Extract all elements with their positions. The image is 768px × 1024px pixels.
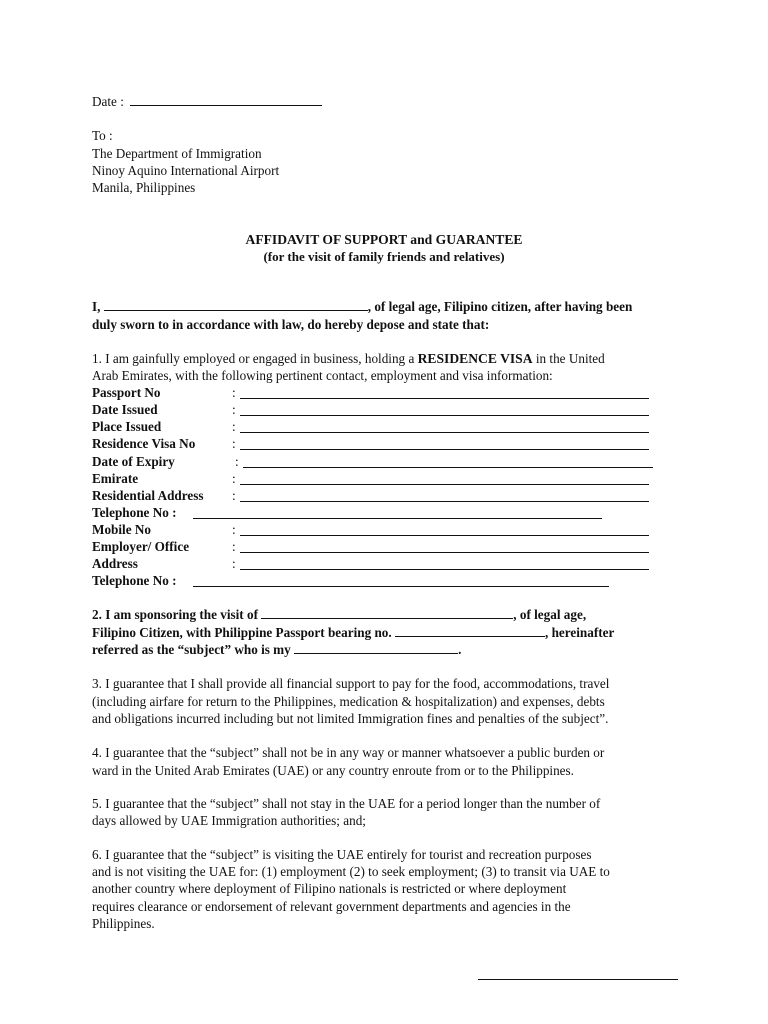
field-address-label: Address	[92, 556, 138, 571]
field-office-telephone-no-label: Telephone No :	[92, 573, 177, 588]
para2-line-1	[92, 606, 586, 623]
field-colon: :	[232, 471, 236, 486]
para6-line-5: Philippines.	[92, 916, 155, 931]
para2-text-f: .	[458, 642, 462, 657]
field-telephone-no-line[interactable]	[193, 518, 602, 519]
field-residential-address-line[interactable]	[240, 501, 649, 502]
para3-line-3: and obligations incurred including but not limited Immigration fines and penalties of the subject”.	[92, 711, 609, 726]
field-employer-office-label: Employer/ Office	[92, 539, 190, 554]
field-mobile-no-line[interactable]	[240, 535, 649, 536]
para5-line-1: 5. I guarantee that the “subject” shall not stay in the UAE for a period longer than the number of	[92, 796, 601, 811]
field-colon: :	[232, 556, 236, 571]
field-date-issued-label: Date Issued	[92, 402, 158, 417]
field-place-issued-label: Place Issued	[92, 419, 162, 434]
para4-line-1: 4. I guarantee that the “subject” shall not be in any way or manner whatsoever a public burden or	[92, 745, 605, 760]
para6-line-3: another country where deployment of Filipino nationals is restricted or where deployment	[92, 881, 567, 896]
field-emirate-line[interactable]	[240, 484, 649, 485]
to-label: To :	[92, 128, 113, 143]
date-label: Date :	[92, 94, 124, 109]
intro-rest: , of legal age, Filipino citizen, after having been	[367, 299, 633, 314]
field-colon: :	[232, 419, 236, 434]
para3-line-2: (including airfare for return to the Philippines, medication & hospitalization) and expenses, debts	[92, 694, 605, 709]
field-place-issued-line[interactable]	[240, 432, 649, 433]
field-date-issued-line[interactable]	[240, 415, 649, 416]
field-residence-visa-no-label: Residence Visa No	[92, 436, 196, 451]
field-residence-visa-no-line[interactable]	[240, 449, 649, 450]
para5-line-2: days allowed by UAE Immigration authorities; and;	[92, 813, 366, 828]
para2-line-2	[92, 624, 614, 641]
field-telephone-no-label: Telephone No :	[92, 505, 177, 520]
para6-line-4: requires clearance or endorsement of relevant government departments and agencies in the	[92, 899, 571, 914]
signature-line[interactable]	[478, 979, 678, 980]
field-emirate-label: Emirate	[92, 471, 139, 486]
field-colon: :	[232, 402, 236, 417]
date-line	[92, 93, 322, 110]
document-title: AFFIDAVIT OF SUPPORT and GUARANTEE	[245, 232, 523, 247]
field-residential-address-label: Residential Address	[92, 488, 204, 503]
para4-line-2: ward in the United Arab Emirates (UAE) or any country enroute from or to the Philippines.	[92, 763, 574, 778]
document-subtitle: (for the visit of family friends and relatives)	[263, 249, 505, 264]
field-colon: :	[232, 488, 236, 503]
recipient-line-2: Ninoy Aquino International Airport	[92, 163, 280, 178]
field-colon: :	[232, 539, 236, 554]
residence-visa-emphasis: RESIDENCE VISA	[417, 351, 533, 366]
date-blank[interactable]	[130, 93, 322, 106]
para1-line-2: Arab Emirates, with the following pertinent contact, employment and visa information:	[92, 368, 553, 383]
intro-start: I,	[92, 299, 101, 314]
field-colon: :	[232, 385, 236, 400]
field-employer-office-line[interactable]	[240, 552, 649, 553]
passport-number-blank[interactable]	[395, 624, 545, 637]
field-colon: :	[235, 454, 239, 469]
intro-line-2: duly sworn to in accordance with law, do hereby depose and state that:	[92, 317, 490, 332]
field-mobile-no-label: Mobile No	[92, 522, 151, 537]
para2-line-3	[92, 641, 461, 658]
affiant-name-blank[interactable]	[104, 298, 368, 311]
para2-text-c: Filipino Citizen, with Philippine Passport bearing no.	[92, 625, 392, 640]
field-office-telephone-no-line[interactable]	[193, 586, 609, 587]
recipient-line-1: The Department of Immigration	[92, 146, 262, 161]
recipient-line-3: Manila, Philippines	[92, 180, 196, 195]
visitor-name-blank[interactable]	[261, 606, 513, 619]
para1-text-a: 1. I am gainfully employed or engaged in business, holding a	[92, 351, 415, 366]
field-colon: :	[232, 522, 236, 537]
para3-line-1: 3. I guarantee that I shall provide all financial support to pay for the food, accommodations, travel	[92, 676, 610, 691]
para2-text-e: referred as the “subject” who is my	[92, 642, 291, 657]
field-passport-no-label: Passport No	[92, 385, 161, 400]
field-address-line[interactable]	[240, 569, 649, 570]
para2-text-d: , hereinafter	[544, 625, 615, 640]
para2-text-b: , of legal age,	[513, 607, 587, 622]
para1-text-c: in the United	[535, 351, 605, 366]
intro-line-1	[92, 298, 632, 315]
relationship-blank[interactable]	[294, 641, 458, 654]
para6-line-2: and is not visiting the UAE for: (1) employment (2) to seek employment; (3) to transit via UAE to	[92, 864, 610, 879]
para2-text-a: 2. I am sponsoring the visit of	[92, 607, 258, 622]
para1-line-1	[92, 350, 605, 367]
field-date-of-expiry-label: Date of Expiry	[92, 454, 175, 469]
field-date-of-expiry-line[interactable]	[243, 467, 653, 468]
para6-line-1: 6. I guarantee that the “subject” is visiting the UAE entirely for tourist and recreation purposes	[92, 847, 592, 862]
field-passport-no-line[interactable]	[240, 398, 649, 399]
field-colon: :	[232, 436, 236, 451]
